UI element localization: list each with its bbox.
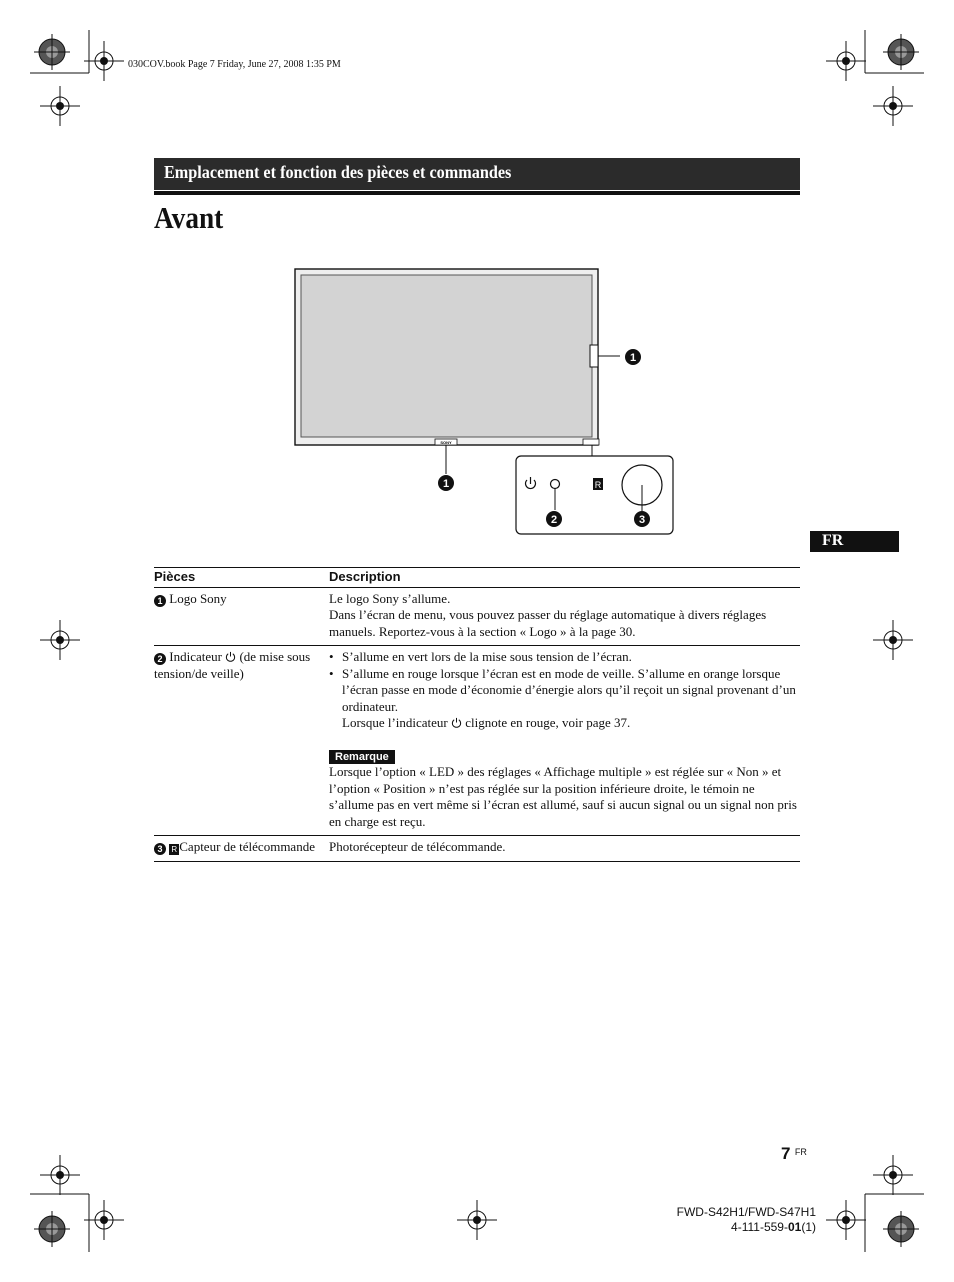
front-diagram [280,262,680,542]
part-name-end: (de mise sous tension/de veille) [154,649,311,681]
description-line: Dans l’écran de menu, vous pouvez passer du réglage automatique à divers réglages manuels. Reportez-vous à la section « Logo » à la page 30. [329,607,767,639]
bullet-text-start: Lorsque l’indicateur [342,715,448,730]
part-name: Capteur de télécommande [179,839,315,854]
page-number-suffix: FR [794,1147,807,1157]
part-name-start: Indicateur [169,649,222,664]
column-header-description: Description [329,568,800,588]
description-cell [329,587,800,646]
number-badge: 2 [154,653,166,665]
part-cell [154,836,329,862]
table-row [154,587,800,646]
part-cell [154,587,329,646]
document-number [677,1220,816,1235]
bullet-text: S’allume en rouge lorsque l’écran est en mode de veille. S’allume en orange lorsque l’écran passe en mode d’économie d’énergie alors qu’il reçoit un signal provenant d’un ordinateur. [342,665,796,714]
note-text: Lorsque l’option « LED » des réglages « Affichage multiple » est réglée sur « Non » et l’option « Position » n’est pas réglée sur la position inférieure droite, le témoin ne s’allume pas en vert même si l’écran est allumé, sauf si aucun signal ou un signal non pris en charge est reçu. [329,764,797,829]
column-header-parts: Pièces [154,568,329,588]
svg-text:SONY: SONY [440,440,452,445]
parts-table [154,567,800,862]
page-title: Avant [154,200,224,235]
indicator-panel [583,439,599,445]
section-header-rule [154,191,800,195]
part-name: Logo Sony [169,590,227,606]
language-tab [810,531,899,552]
table-row [154,646,800,836]
svg-text:3: 3 [638,514,646,526]
description-cell: Photorécepteur de télécommande. [329,836,800,862]
note-label: Remarque [329,750,395,764]
description-cell [329,646,800,836]
remote-sensor-icon: R [169,844,179,855]
table-header-row [154,568,800,588]
svg-text:1: 1 [629,352,637,364]
bullet-text-end: clignote en rouge, voir page 37. [465,715,631,730]
number-badge: 1 [154,595,166,607]
power-icon [451,717,462,728]
section-header-text: Emplacement et fonction des pièces et commandes [164,162,512,182]
page-number [781,1144,807,1164]
page-number-value: 7 [781,1144,791,1163]
side-control-panel [590,345,598,367]
model-info [677,1205,816,1235]
document-number-bold: 01 [787,1220,802,1234]
bullet-list [329,649,800,732]
display-screen [301,275,592,437]
power-icon [225,651,236,662]
number-badge: 3 [154,843,166,855]
bullet-item: • S’allume en vert lors de la mise sous tension de l’écran. [329,649,800,666]
part-cell [154,646,329,836]
description-line: Le logo Sony s’allume. [329,590,451,606]
model-number: FWD-S42H1/FWD-S47H1 [676,1205,816,1219]
svg-text:R: R [594,480,602,490]
document-number-suffix: (1) [801,1220,816,1234]
language-tab-label: FR [822,532,844,549]
table-row [154,836,800,862]
bullet-item [329,666,800,732]
document-number-prefix: 4-111-559- [731,1220,788,1234]
svg-text:2: 2 [550,514,558,526]
svg-text:1: 1 [442,478,450,490]
section-header [154,158,800,190]
file-info: 030COV.book Page 7 Friday, June 27, 2008 1:35 PM [128,59,341,70]
